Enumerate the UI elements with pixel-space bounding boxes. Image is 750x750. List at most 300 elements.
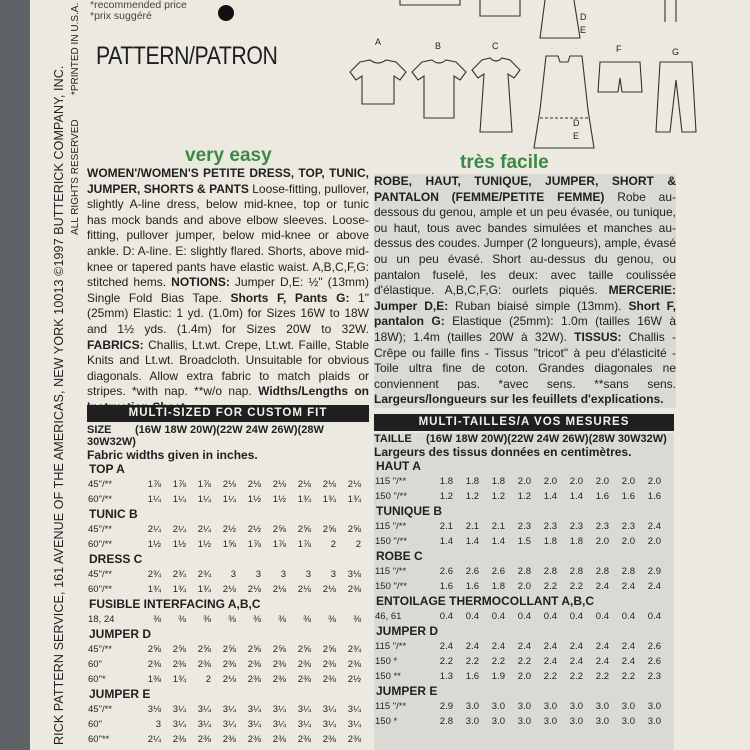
- yardage-cell: 1.2: [465, 491, 479, 502]
- yardage-cell: 2⅜: [247, 674, 261, 685]
- yardage-cell: 2⅜: [322, 659, 336, 670]
- yardage-cell: 2⅝: [347, 524, 361, 535]
- table-row: [87, 582, 369, 597]
- yardage-cell: 1.6: [621, 491, 635, 502]
- yardage-cell: 2⅝: [247, 644, 261, 655]
- table-row: [374, 579, 674, 594]
- svg-text:E: E: [573, 131, 580, 141]
- fr-table-header: MULTI-TAILLES/A VOS MESURES: [374, 414, 674, 431]
- yardage-cell: 2⅜: [247, 734, 261, 745]
- yardage-cell: 0.4: [543, 611, 557, 622]
- yardage-cell: 2: [205, 674, 211, 685]
- yardage-cell: 1¾: [197, 584, 211, 595]
- yardage-cell: 2.9: [647, 566, 661, 577]
- svg-text:A: A: [375, 37, 382, 47]
- yardage-cell: 2⅜: [347, 659, 361, 670]
- yardage-cell: 2¼: [147, 734, 161, 745]
- table-row: [87, 732, 369, 747]
- table-section-title: TUNIQUE B: [376, 504, 442, 518]
- yardage-cell: 1½: [197, 539, 211, 550]
- yardage-cell: 2.2: [517, 656, 531, 667]
- yardage-cell: 2.0: [621, 536, 635, 547]
- fabric-width-label: 115 "/**: [375, 701, 407, 712]
- table-row: [374, 534, 674, 549]
- yardage-cell: 2⅛: [247, 584, 261, 595]
- table-section-title: JUMPER D: [89, 627, 152, 641]
- yardage-cell: 2⅜: [172, 734, 186, 745]
- table-section-title: DRESS C: [89, 552, 143, 566]
- yardage-cell: 3: [230, 569, 236, 580]
- table-row: [87, 522, 369, 537]
- fabric-width-label: 150 **: [375, 671, 401, 682]
- yardage-cell: ⅜: [353, 614, 361, 625]
- yardage-cell: 3.0: [491, 716, 505, 727]
- table-row: [374, 639, 674, 654]
- yardage-cell: 2⅛: [322, 479, 336, 490]
- yardage-cell: 1.2: [439, 491, 453, 502]
- svg-text:E: E: [580, 25, 587, 35]
- yardage-cell: 3¼: [222, 704, 236, 715]
- table-section-title: JUMPER D: [376, 624, 439, 638]
- yardage-cell: 1¼: [172, 494, 186, 505]
- yardage-cell: 2.3: [543, 521, 557, 532]
- yardage-cell: 1.8: [569, 536, 583, 547]
- yardage-cell: 3: [155, 719, 161, 730]
- yardage-cell: 2⅝: [322, 524, 336, 535]
- table-row: [374, 699, 674, 714]
- yardage-cell: 1.4: [465, 536, 479, 547]
- table-section-title: JUMPER E: [376, 684, 438, 698]
- yardage-cell: 2.2: [439, 656, 453, 667]
- yardage-cell: 3.0: [595, 701, 609, 712]
- yardage-cell: 3.0: [595, 716, 609, 727]
- yardage-cell: 2¼: [172, 524, 186, 535]
- yardage-cell: 2.6: [439, 566, 453, 577]
- yardage-cell: 2⅜: [272, 674, 286, 685]
- table-row: [87, 567, 369, 582]
- table-row: [374, 564, 674, 579]
- yardage-cell: ⅜: [278, 614, 286, 625]
- yardage-cell: 2⅜: [222, 659, 236, 670]
- yardage-cell: 2.1: [439, 521, 453, 532]
- yardage-cell: 1⅝: [222, 539, 236, 550]
- svg-text:G: G: [672, 47, 680, 57]
- yardage-cell: 2.0: [595, 536, 609, 547]
- fr-heading: très facile: [460, 152, 549, 173]
- fabric-width-label: 60"/**: [88, 539, 112, 550]
- fabric-width-label: 115 "/**: [375, 476, 407, 487]
- table-row: [87, 657, 369, 672]
- table-section-title: ENTOILAGE THERMOCOLLANT A,B,C: [376, 594, 594, 608]
- svg-text:D: D: [573, 118, 580, 128]
- yardage-cell: 2.0: [517, 581, 531, 592]
- yardage-cell: 2.0: [543, 476, 557, 487]
- en-heading: very easy: [185, 145, 272, 166]
- yardage-cell: 2.4: [621, 641, 635, 652]
- fr-fabric-note: Largeurs des tissus données en centimètres.: [374, 445, 632, 459]
- table-section-title: HAUT A: [376, 459, 421, 473]
- fabric-width-label: 150 "/**: [375, 536, 407, 547]
- yardage-cell: 2⅛: [347, 479, 361, 490]
- table-row: [374, 654, 674, 669]
- yardage-cell: 1.4: [439, 536, 453, 547]
- yardage-cell: 1¾: [147, 584, 161, 595]
- yardage-cell: 2.4: [647, 521, 661, 532]
- svg-text:D: D: [580, 12, 587, 22]
- yardage-cell: 3¼: [297, 719, 311, 730]
- yardage-cell: 2⅜: [197, 734, 211, 745]
- view-c-dress: [472, 58, 520, 132]
- yardage-cell: 2.2: [621, 671, 635, 682]
- yardage-cell: 2⅜: [172, 659, 186, 670]
- table-row: [374, 474, 674, 489]
- yardage-cell: 3.0: [569, 701, 583, 712]
- yardage-cell: 2.9: [439, 701, 453, 712]
- yardage-cell: 1¾: [322, 494, 336, 505]
- yardage-cell: 3.0: [517, 701, 531, 712]
- yardage-cell: 3¼: [322, 719, 336, 730]
- yardage-cell: 2⅜: [322, 674, 336, 685]
- fabric-width-label: 45"/**: [88, 524, 112, 535]
- yardage-cell: 1.6: [595, 491, 609, 502]
- yardage-cell: 2⅝: [172, 644, 186, 655]
- yardage-cell: 1.6: [439, 581, 453, 592]
- yardage-cell: ⅜: [303, 614, 311, 625]
- yardage-cell: 3¼: [347, 719, 361, 730]
- view-de-jumper: [534, 56, 594, 148]
- copyright-notice: RICK PATTERN SERVICE, 161 AVENUE OF THE AMERICAS, NEW YORK 10013 ©1997 BUTTERICK COMPANY, INC.: [52, 65, 66, 745]
- yardage-cell: 2.3: [517, 521, 531, 532]
- table-section-title: TUNIC B: [89, 507, 138, 521]
- table-row: [87, 642, 369, 657]
- yardage-cell: 3.0: [621, 701, 635, 712]
- printed-in-notice: *PRINTED IN U.S.A.: [70, 2, 81, 95]
- yardage-cell: 2.4: [595, 641, 609, 652]
- yardage-cell: 3.0: [491, 701, 505, 712]
- yardage-cell: 2.6: [647, 656, 661, 667]
- en-fabric-note: Fabric widths given in inches.: [87, 448, 258, 462]
- yardage-cell: 2.4: [595, 656, 609, 667]
- yardage-cell: 2.1: [491, 521, 505, 532]
- yardage-cell: 2⅛: [222, 479, 236, 490]
- table-row: [87, 717, 369, 732]
- yardage-cell: 1¼: [147, 494, 161, 505]
- yardage-cell: 1.9: [491, 671, 505, 682]
- yardage-cell: 2.0: [595, 476, 609, 487]
- yardage-cell: 2.6: [647, 641, 661, 652]
- yardage-cell: 3.0: [647, 701, 661, 712]
- yardage-cell: 2: [330, 539, 336, 550]
- yardage-cell: 3¼: [347, 704, 361, 715]
- yardage-cell: 2¾: [147, 569, 161, 580]
- yardage-cell: 1½: [247, 494, 261, 505]
- fabric-width-label: 45"/**: [88, 569, 112, 580]
- yardage-cell: 2⅝: [322, 644, 336, 655]
- yardage-cell: 2.8: [569, 566, 583, 577]
- yardage-cell: 3: [305, 569, 311, 580]
- table-row: [87, 672, 369, 687]
- yardage-cell: 3¼: [247, 704, 261, 715]
- yardage-cell: 2.8: [439, 716, 453, 727]
- yardage-cell: 1.8: [491, 476, 505, 487]
- svg-text:C: C: [492, 41, 499, 51]
- yardage-cell: 1.5: [517, 536, 531, 547]
- yardage-cell: 2.3: [595, 521, 609, 532]
- yardage-cell: 1¼: [197, 494, 211, 505]
- yardage-cell: 2.4: [439, 641, 453, 652]
- yardage-cell: 2⅝: [272, 644, 286, 655]
- yardage-cell: 2½: [247, 524, 261, 535]
- table-row: [87, 702, 369, 717]
- yardage-cell: 2.0: [569, 476, 583, 487]
- yardage-cell: 1.4: [543, 491, 557, 502]
- svg-text:F: F: [616, 44, 622, 54]
- yardage-cell: 1⅞: [272, 539, 286, 550]
- pattern-envelope-back: [30, 0, 750, 750]
- yardage-cell: 2.6: [491, 566, 505, 577]
- yardage-cell: 2.4: [543, 641, 557, 652]
- fr-yardage-table: [374, 433, 674, 750]
- table-section-title: JUMPER E: [89, 687, 151, 701]
- yardage-cell: 1½: [147, 539, 161, 550]
- yardage-cell: 2.6: [465, 566, 479, 577]
- yardage-cell: ⅜: [328, 614, 336, 625]
- yardage-cell: 2.3: [621, 521, 635, 532]
- yardage-cell: 3¼: [172, 719, 186, 730]
- yardage-cell: 3.0: [517, 716, 531, 727]
- yardage-cell: 3: [255, 569, 261, 580]
- table-row: [374, 489, 674, 504]
- yardage-cell: 1.6: [647, 491, 661, 502]
- yardage-cell: 2.4: [543, 656, 557, 667]
- table-section-title: ROBE C: [376, 549, 423, 563]
- yardage-cell: 1¾: [297, 494, 311, 505]
- yardage-cell: 2.0: [517, 476, 531, 487]
- yardage-cell: 2.8: [543, 566, 557, 577]
- price-dot: [218, 5, 234, 21]
- yardage-cell: 2.4: [491, 641, 505, 652]
- yardage-cell: 2⅛: [222, 584, 236, 595]
- table-row: [374, 669, 674, 684]
- yardage-cell: 2.2: [595, 671, 609, 682]
- yardage-cell: 2.0: [517, 671, 531, 682]
- yardage-cell: 2.2: [491, 656, 505, 667]
- yardage-cell: 1¼: [222, 494, 236, 505]
- yardage-cell: 0.4: [647, 611, 661, 622]
- en-yardage-table: [87, 424, 369, 747]
- fabric-width-label: 60"*: [88, 674, 106, 685]
- yardage-cell: 3¼: [222, 719, 236, 730]
- yardage-cell: 2.4: [621, 656, 635, 667]
- yardage-cell: 1.8: [491, 581, 505, 592]
- fabric-width-label: 18, 24: [88, 614, 115, 625]
- table-row: [374, 519, 674, 534]
- yardage-cell: 2.8: [595, 566, 609, 577]
- yardage-cell: 3¼: [197, 719, 211, 730]
- table-row: [87, 492, 369, 507]
- yardage-cell: 2⅜: [272, 659, 286, 670]
- yardage-cell: 1.2: [491, 491, 505, 502]
- yardage-cell: 1.8: [465, 476, 479, 487]
- yardage-cell: 2.2: [543, 671, 557, 682]
- table-section-title: TOP A: [89, 462, 125, 476]
- yardage-cell: 3: [280, 569, 286, 580]
- view-f-shorts: [598, 62, 642, 92]
- fabric-width-label: 150 "/**: [375, 581, 407, 592]
- yardage-cell: 1⅞: [247, 539, 261, 550]
- fr-yardage-rows: [374, 459, 674, 729]
- yardage-cell: 3.0: [621, 716, 635, 727]
- fabric-width-label: 60": [88, 719, 102, 730]
- yardage-cell: 1½: [272, 494, 286, 505]
- yardage-cell: 2⅛: [297, 479, 311, 490]
- yardage-cell: 2⅜: [297, 734, 311, 745]
- yardage-cell: 3: [330, 569, 336, 580]
- yardage-cell: 3¼: [322, 704, 336, 715]
- yardage-cell: 3.0: [569, 716, 583, 727]
- yardage-cell: 3.0: [465, 716, 479, 727]
- yardage-cell: 2⅛: [322, 584, 336, 595]
- view-b-tunic: [412, 60, 466, 118]
- yardage-cell: 1⅜: [147, 674, 161, 685]
- yardage-cell: 1⅞: [147, 479, 161, 490]
- yardage-cell: 0.4: [465, 611, 479, 622]
- yardage-cell: ⅜: [228, 614, 236, 625]
- view-a-top: [350, 60, 406, 104]
- yardage-cell: 2¾: [197, 569, 211, 580]
- en-table-header: MULTI-SIZED FOR CUSTOM FIT: [87, 405, 369, 422]
- yardage-cell: ⅜: [153, 614, 161, 625]
- price-note: *recommended price *prix suggéré: [90, 0, 187, 22]
- fabric-width-label: 46, 61: [375, 611, 402, 622]
- fabric-width-label: 150 *: [375, 716, 398, 727]
- fabric-width-label: 45"/**: [88, 704, 112, 715]
- yardage-cell: 0.4: [517, 611, 531, 622]
- yardage-cell: 3⅛: [347, 569, 361, 580]
- yardage-cell: 2.4: [569, 641, 583, 652]
- fabric-width-label: 150 "/**: [375, 491, 407, 502]
- fabric-width-label: 60": [88, 659, 102, 670]
- pattern-label: PATTERN/PATRON: [96, 42, 278, 70]
- rights-notice: ALL RIGHTS RESERVED: [70, 119, 81, 235]
- yardage-cell: 2¼: [197, 524, 211, 535]
- yardage-cell: 3¼: [297, 704, 311, 715]
- fabric-width-label: 150 *: [375, 656, 398, 667]
- yardage-cell: 3¼: [197, 704, 211, 715]
- yardage-cell: 2.3: [647, 671, 661, 682]
- yardage-cell: 2⅜: [347, 734, 361, 745]
- yardage-cell: 0.4: [491, 611, 505, 622]
- yardage-cell: 2.4: [517, 641, 531, 652]
- fabric-width-label: 115 "/**: [375, 641, 407, 652]
- table-row: [87, 537, 369, 552]
- fabric-width-label: 45"/**: [88, 644, 112, 655]
- view-g-pants: [656, 62, 696, 132]
- yardage-cell: 2⅝: [222, 644, 236, 655]
- fabric-width-label: 60"/**: [88, 584, 112, 595]
- fabric-width-label: 115 "/**: [375, 521, 407, 532]
- yardage-cell: 2⅜: [247, 659, 261, 670]
- yardage-cell: 2½: [222, 524, 236, 535]
- yardage-cell: ⅜: [178, 614, 186, 625]
- yardage-cell: 2⅛: [297, 584, 311, 595]
- yardage-cell: 3⅛: [147, 704, 161, 715]
- yardage-cell: 1.4: [569, 491, 583, 502]
- yardage-cell: 3.0: [465, 701, 479, 712]
- en-yardage-rows: [87, 462, 369, 747]
- yardage-cell: 2⅜: [197, 659, 211, 670]
- yardage-cell: 1⅞: [172, 479, 186, 490]
- yardage-cell: 2.2: [569, 581, 583, 592]
- yardage-cell: 2.0: [647, 536, 661, 547]
- yardage-cell: 2.4: [647, 581, 661, 592]
- fabric-width-label: 60"/**: [88, 494, 112, 505]
- yardage-cell: 1.6: [465, 581, 479, 592]
- en-size-row: SIZE (16W 18W 20W)(22W 24W 26W)(28W 30W32W): [87, 424, 324, 448]
- yardage-cell: ⅜: [203, 614, 211, 625]
- yardage-cell: 2⅜: [297, 674, 311, 685]
- yardage-cell: 1.4: [491, 536, 505, 547]
- fabric-width-label: 60"**: [88, 734, 110, 745]
- yardage-cell: 2⅝: [147, 644, 161, 655]
- yardage-cell: 2.0: [621, 476, 635, 487]
- yardage-cell: 2½: [347, 674, 361, 685]
- yardage-cell: 1¾: [172, 584, 186, 595]
- yardage-cell: 1⅞: [197, 479, 211, 490]
- yardage-cell: 3.0: [543, 701, 557, 712]
- yardage-cell: 2⅜: [222, 734, 236, 745]
- fr-size-row: TAILLE (16W 18W 20W)(22W 24W 26W)(28W 30W32W): [374, 433, 667, 445]
- yardage-cell: 2.4: [465, 641, 479, 652]
- yardage-cell: ⅜: [253, 614, 261, 625]
- yardage-cell: 1.6: [465, 671, 479, 682]
- yardage-cell: 2.4: [621, 581, 635, 592]
- yardage-cell: 2¾: [347, 644, 361, 655]
- yardage-cell: 1.2: [517, 491, 531, 502]
- yardage-cell: 2⅜: [347, 584, 361, 595]
- yardage-cell: 1.3: [439, 671, 453, 682]
- yardage-cell: 2⅝: [197, 644, 211, 655]
- yardage-cell: 2⅜: [147, 659, 161, 670]
- yardage-cell: 2.3: [569, 521, 583, 532]
- yardage-cell: 2⅛: [247, 479, 261, 490]
- yardage-cell: 2⅝: [272, 524, 286, 535]
- yardage-cell: 2: [355, 539, 361, 550]
- yardage-cell: 1¾: [172, 674, 186, 685]
- fabric-width-label: 45"/**: [88, 479, 112, 490]
- yardage-cell: 2⅜: [322, 734, 336, 745]
- yardage-cell: 1⅞: [297, 539, 311, 550]
- yardage-cell: 2¾: [172, 569, 186, 580]
- yardage-cell: 2.8: [517, 566, 531, 577]
- yardage-cell: 3.0: [647, 716, 661, 727]
- garment-views-illustration: [320, 0, 750, 160]
- yardage-cell: 3¼: [247, 719, 261, 730]
- yardage-cell: 2.4: [595, 581, 609, 592]
- table-row: [87, 612, 369, 627]
- yardage-cell: 2⅜: [297, 659, 311, 670]
- yardage-cell: 1½: [172, 539, 186, 550]
- yardage-cell: 3¼: [172, 704, 186, 715]
- table-row: [87, 477, 369, 492]
- yardage-cell: 2⅜: [272, 734, 286, 745]
- table-section-title: FUSIBLE INTERFACING A,B,C: [89, 597, 261, 611]
- yardage-cell: 2.0: [647, 476, 661, 487]
- yardage-cell: 2⅛: [272, 479, 286, 490]
- yardage-cell: 2.2: [543, 581, 557, 592]
- yardage-cell: 0.4: [621, 611, 635, 622]
- yardage-cell: 2.8: [621, 566, 635, 577]
